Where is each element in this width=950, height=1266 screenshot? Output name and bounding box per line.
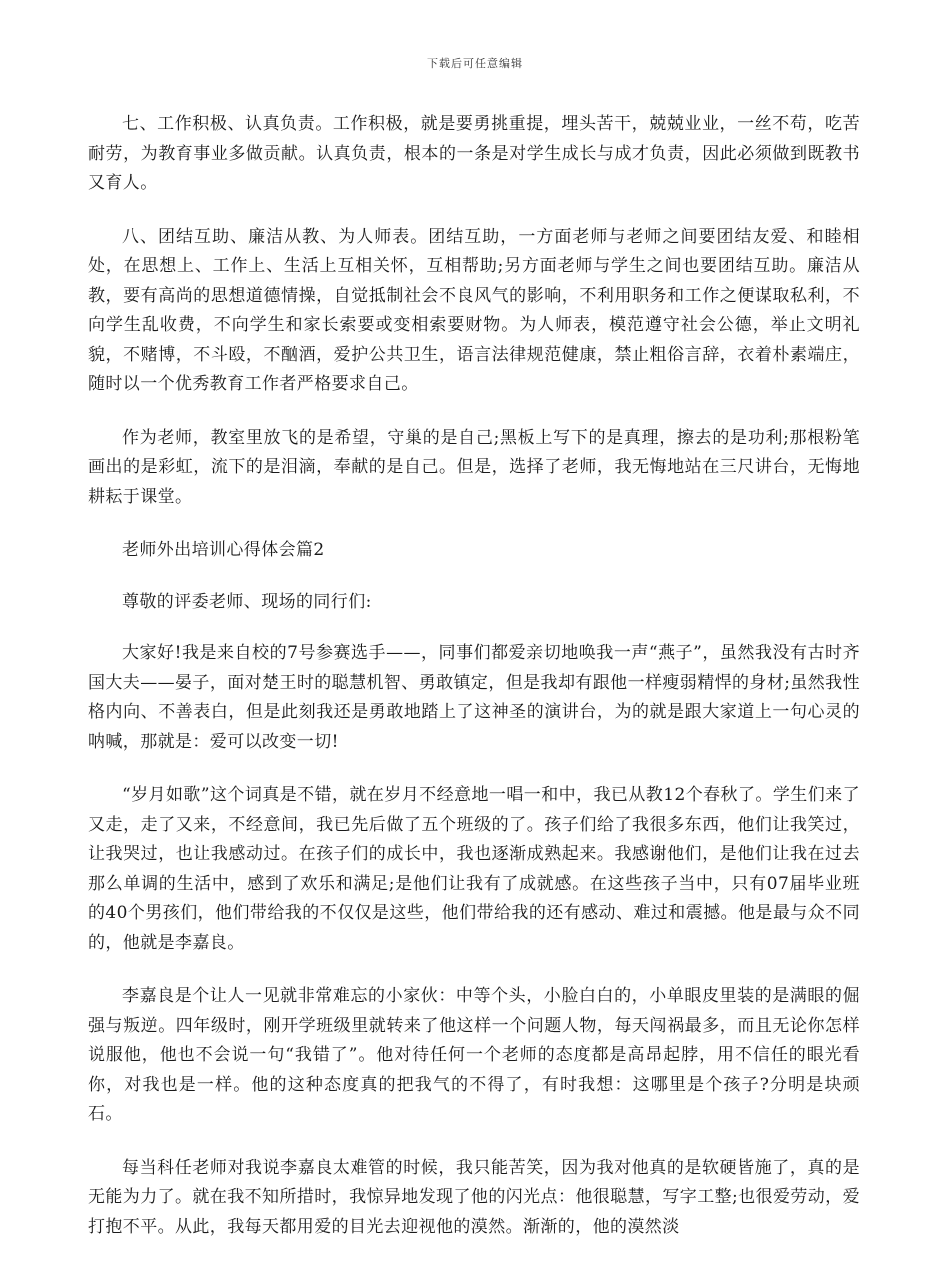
paragraph-bright-spot: 每当科任老师对我说李嘉良太难管的时候，我只能苦笑，因为我对他真的是软硬皆施了，真的是无能为力了。就在我不知所措时，我惊异地发现了他的闪光点：他很聪慧，写字工整;也很爱劳动，爱打抱不平。从此，我每天都用爱的目光去迎视他的漠然。渐渐的，他的漠然淡 — [88, 1157, 860, 1237]
paragraph-introduction: 大家好!我是来自校的7号参赛选手——，同事们都爱亲切地唤我一声“燕子”，虽然我没有古时齐国大夫——晏子，面对楚王时的聪慧机智、勇敢镇定，但是我却有跟他一样瘦弱精悍的身材;虽然我性格内向、不善表白，但是此刻我还是勇敢地踏上了这神圣的演讲台，为的就是跟大家道上一句心灵的呐喊，那就是：爱可以改变一切! — [88, 643, 860, 752]
paragraph-eight: 八、团结互助、廉洁从教、为人师表。团结互助，一方面老师与老师之间要团结友爱、和睦相处，在思想上、工作上、生活上互相关怀，互相帮助;另方面老师与学生之间也要团结互助。廉洁从教，要有高尚的思想道德情操，自觉抵制社会不良风气的影响，不利用职务和工作之便谋取私利，不向学生乱收费，不向学生和家长索要或变相索要财物。为人师表，模范遵守社会公德，举止文明礼貌，不赌博，不斗殴，不酗酒，爱护公共卫生，语言法律规范健康，禁止粗俗言辞，衣着朴素端庄，随时以一个优秀教育工作者严格要求自己。 — [88, 226, 860, 394]
paragraph-seven: 七、工作积极、认真负责。工作积极，就是要勇挑重提，埋头苦干，兢兢业业，一丝不苟，吃苦耐劳，为教育事业多做贡献。认真负责，根本的一条是对学生成长与成才负责，因此必须做到既教书又育人。 — [88, 114, 860, 193]
section-title: 老师外出培训心得体会篇2 — [122, 540, 325, 560]
page-header-note: 下载后可任意编辑 — [427, 57, 523, 70]
paragraph-li-jialiang: 李嘉良是个让人一见就非常难忘的小家伙：中等个头，小脸白白的，小单眼皮里装的是满眼的倔强与叛逆。四年级时，刚开学班级里就转来了他这样一个问题人物，每天闯祸最多，而且无论你怎样说服他，他也不会说一句“我错了”。他对待任何一个老师的态度都是高昂起脖，用不信任的眼光看你，对我也是一样。他的这种态度真的把我气的不得了，有时我想：这哪里是个孩子?分明是块顽石。 — [88, 986, 860, 1124]
paragraph-teacher-reflection: 作为老师，教室里放飞的是希望，守巢的是自己;黑板上写下的是真理，擦去的是功利;那根粉笔画出的是彩虹，流下的是泪滴，奉献的是自己。但是，选择了老师，我无悔地站在三尺讲台，无悔地耕耘于课堂。 — [88, 427, 860, 507]
greeting: 尊敬的评委老师、现场的同行们: — [122, 591, 372, 612]
paragraph-years-as-song: “岁月如歌”这个词真是不错，就在岁月不经意地一唱一和中，我已从教12个春秋了。学生们来了又走，走了又来，不经意间，我已先后做了五个班级的了。孩子们给了我很多东西，他们让我笑过，让我哭过，也让我感动过。在孩子们的成长中，我也逐渐成熟起来。我感谢他们，是他们让我在过去那么单调的生活中，感到了欢乐和满足;是他们让我有了成就感。在这些孩子当中，只有07届毕业班的40个男孩们，他们带给我的不仅仅是这些，他们带给我的还有感动、难过和震撼。他是最与众不同的，他就是李嘉良。 — [88, 785, 860, 953]
document-body — [88, 110, 860, 1266]
